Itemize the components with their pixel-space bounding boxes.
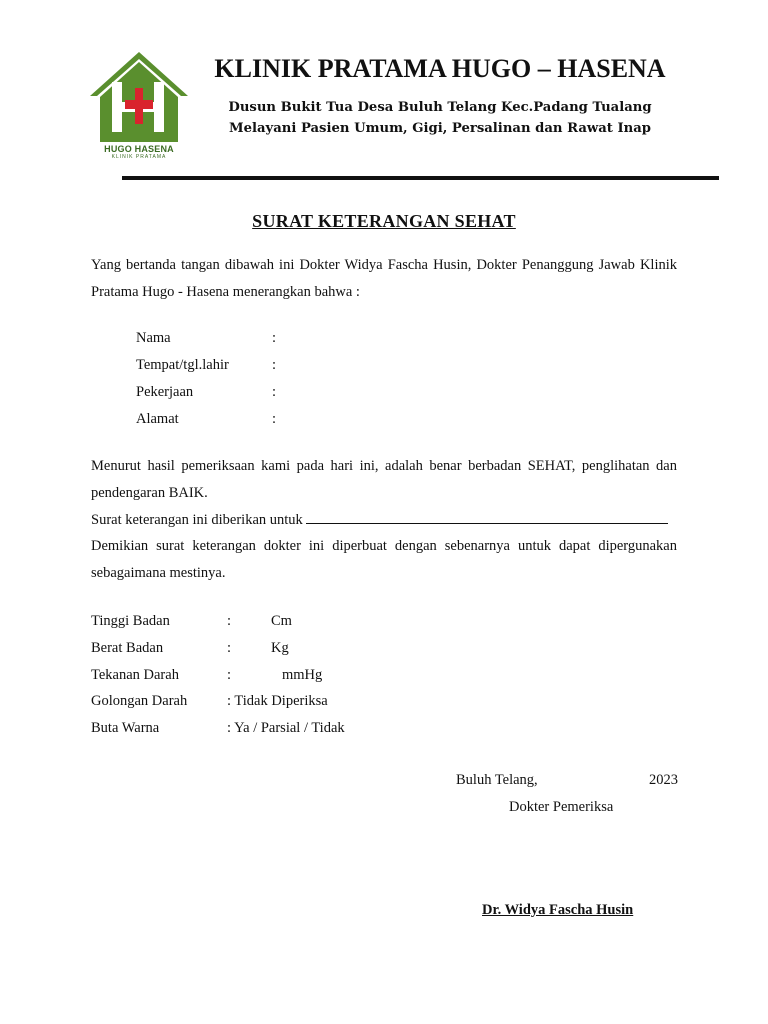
- header-divider: [122, 176, 719, 180]
- doctor-name: Dr. Widya Fascha Husin: [482, 902, 634, 918]
- clinic-address: Dusun Bukit Tua Desa Buluh Telang Kec.Padang Tualang: [228, 100, 652, 115]
- field-colon: :: [272, 330, 277, 346]
- vital-label: Buta Warna: [91, 720, 160, 736]
- place-date: [456, 772, 678, 789]
- field-label: Tempat/tgl.lahir: [136, 357, 229, 373]
- purpose-label: Surat keterangan ini diberikan untuk: [91, 512, 303, 528]
- vital-label: Tekanan Darah: [91, 667, 179, 683]
- vital-value: : Ya / Parsial / Tidak: [227, 720, 345, 736]
- vital-label: Berat Badan: [91, 640, 164, 656]
- logo-brand-text: HUGO HASENA: [104, 144, 174, 154]
- field-label: Alamat: [136, 411, 179, 427]
- vital-unit: Kg: [271, 640, 289, 656]
- closing-paragraph: Demikian surat keterangan dokter ini diperbuat dengan sebenarnya untuk dapat dipergunakan sebagaimana mestinya.: [91, 538, 677, 581]
- vital-colon: :: [227, 667, 232, 683]
- field-colon: :: [272, 357, 277, 373]
- clinic-services: Melayani Pasien Umum, Gigi, Persalinan dan Rawat Inap: [229, 121, 651, 136]
- intro-paragraph: Yang bertanda tangan dibawah ini Dokter Widya Fascha Husin, Dokter Penanggung Jawab Klinik Pratama Hugo - Hasena menerangkan bahwa :: [91, 257, 677, 300]
- vital-label: Golongan Darah: [91, 693, 188, 709]
- field-label: Pekerjaan: [136, 384, 194, 400]
- signature-year: 2023: [649, 772, 678, 788]
- hugo-hasena-house-cross-icon: [88, 50, 190, 144]
- vital-value: : Tidak Diperiksa: [227, 693, 328, 709]
- vital-label: Tinggi Badan: [91, 613, 170, 629]
- clinic-name: KLINIK PRATAMA HUGO – HASENA: [214, 54, 666, 83]
- vital-colon: :: [227, 613, 232, 629]
- purpose-blank: [306, 509, 668, 524]
- signature-place: Buluh Telang,: [456, 772, 538, 788]
- logo-brand-subtext: KLINIK PRATAMA: [111, 154, 167, 160]
- field-colon: :: [272, 411, 277, 427]
- vital-unit: Cm: [271, 613, 292, 629]
- result-paragraph: Menurut hasil pemeriksaan kami pada hari ini, adalah benar berbadan SEHAT, penglihatan dan pendengaran BAIK.: [91, 458, 677, 501]
- vital-colon: :: [227, 640, 232, 656]
- vital-unit: mmHg: [282, 667, 323, 683]
- purpose-line: [91, 507, 677, 534]
- clinic-logo: [88, 50, 190, 162]
- doctor-role: Dokter Pemeriksa: [509, 799, 614, 815]
- document-title: SURAT KETERANGAN SEHAT: [252, 211, 516, 231]
- field-colon: :: [272, 384, 277, 400]
- field-label: Nama: [136, 330, 171, 346]
